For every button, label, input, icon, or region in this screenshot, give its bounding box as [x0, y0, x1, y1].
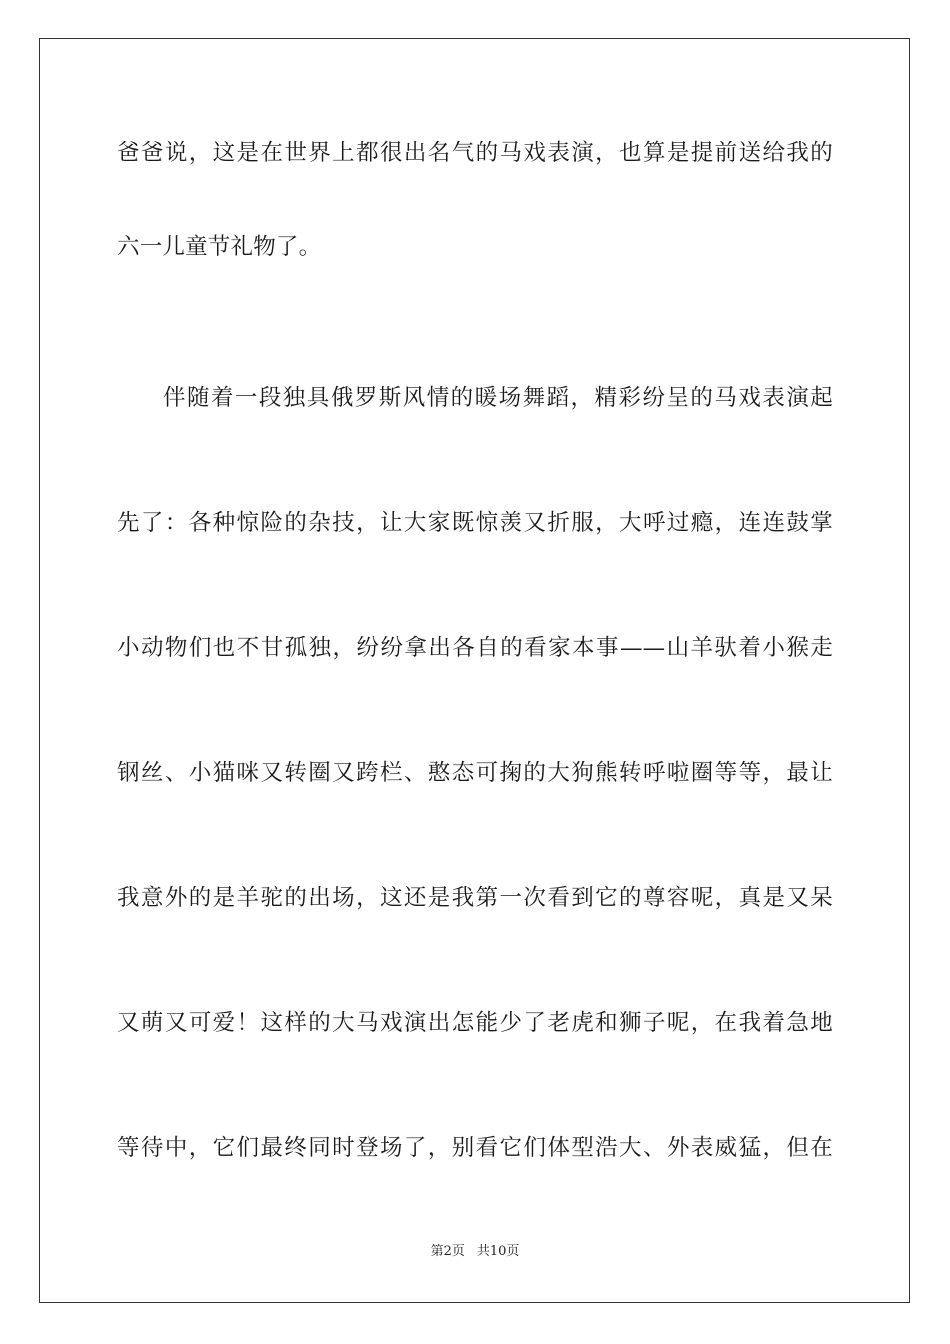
text-line: 钢丝、小猫咪又转圈又跨栏、憨态可掬的大狗熊转呼啦圈等等，最让	[117, 760, 833, 786]
page-total: 共10页	[476, 1244, 520, 1259]
text-line: 我意外的是羊驼的出场，这还是我第一次看到它的尊容呢，真是又呆	[117, 885, 833, 911]
text-line: 六一儿童节礼物了。	[117, 234, 322, 260]
text-line: 等待中，它们最终同时登场了，别看它们体型浩大、外表威猛，但在	[117, 1135, 833, 1161]
text-line: 小动物们也不甘孤独，纷纷拿出各自的看家本事——山羊驮着小猴走	[117, 635, 833, 661]
text-line: 伴随着一段独具俄罗斯风情的暖场舞蹈，精彩纷呈的马戏表演起	[163, 385, 833, 411]
page-footer	[0, 1243, 950, 1261]
text-line: 爸爸说，这是在世界上都很出名气的马戏表演，也算是提前送给我的	[117, 140, 833, 166]
page-border	[39, 38, 910, 1303]
text-line: 先了：各种惊险的杂技，让大家既惊羡又折服，大呼过瘾，连连鼓掌	[117, 510, 833, 536]
page-number: 第2页	[430, 1244, 465, 1259]
text-line: 又萌又可爱！这样的大马戏演出怎能少了老虎和狮子呢，在我着急地	[117, 1010, 833, 1036]
